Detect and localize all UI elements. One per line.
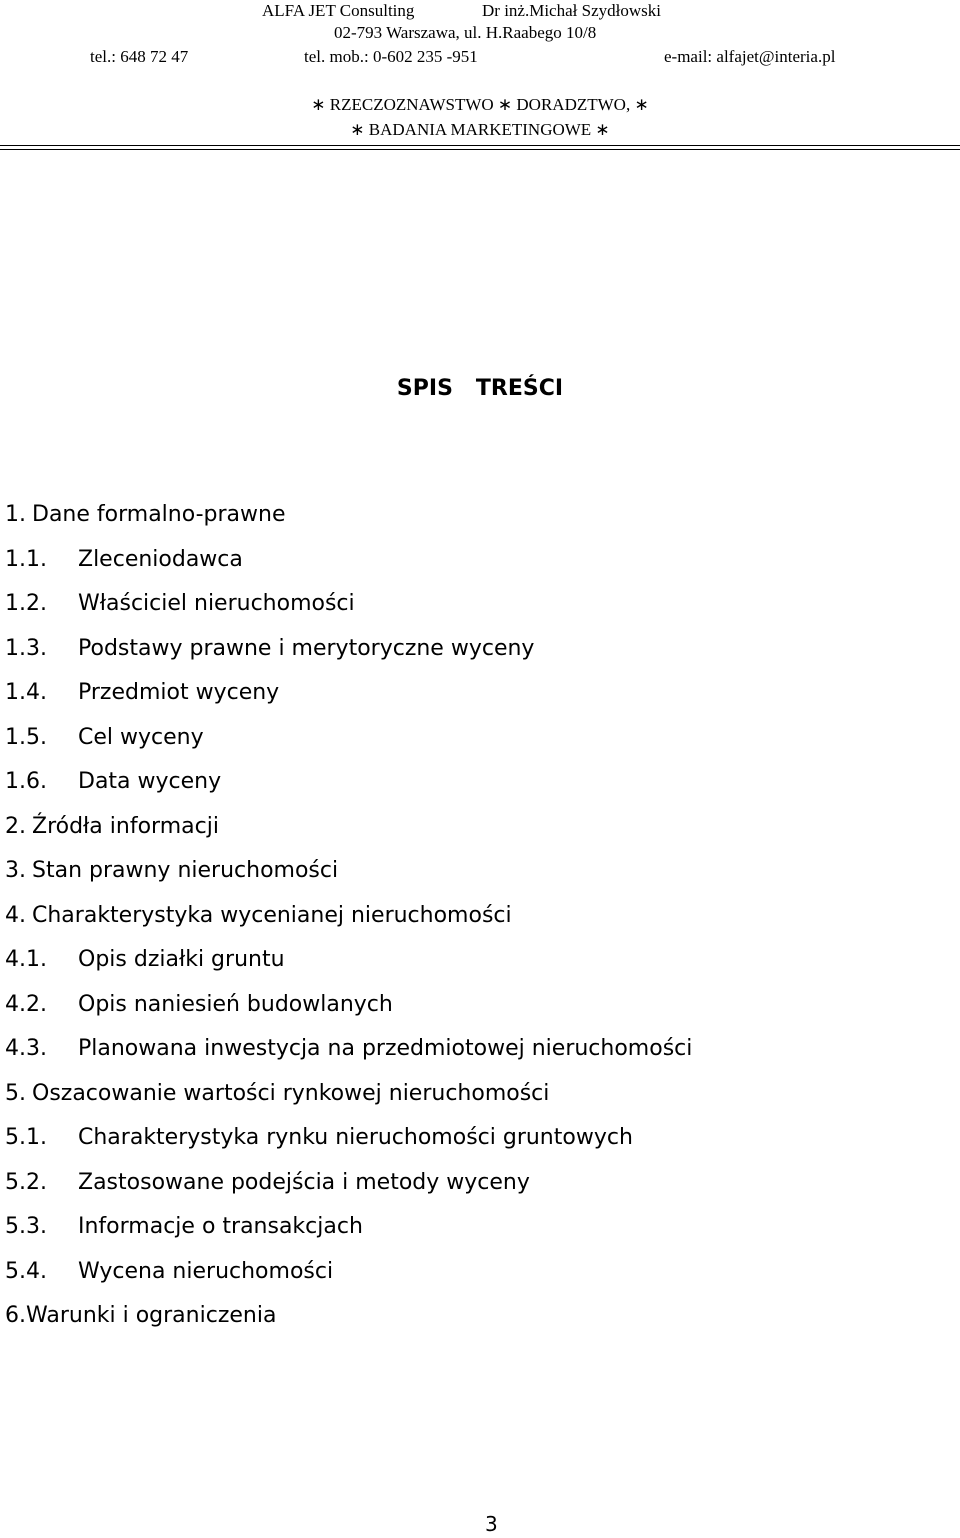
toc-entry — [5, 1077, 945, 1122]
toc-entry — [5, 854, 945, 899]
toc-entry-text: Właściciel nieruchomości — [78, 591, 355, 616]
toc-entry-number: 1.5. — [5, 724, 47, 750]
toc-entry — [5, 543, 945, 588]
toc-entry-text: Wycena nieruchomości — [78, 1258, 334, 1284]
person-name: Dr inż.Michał Szydłowski — [482, 1, 661, 20]
toc-entry-number: 6. — [5, 1303, 26, 1328]
toc-entry-text: Opis naniesień budowlanych — [78, 991, 393, 1017]
toc-entry-text: Informacje o transakcjach — [78, 1214, 363, 1239]
company-name: ALFA JET Consulting — [262, 1, 415, 20]
toc-entry — [5, 676, 945, 721]
toc-entry-number: 5.4. — [5, 1258, 47, 1284]
toc-entry — [5, 988, 945, 1033]
toc-entry-text: Dane formalno-prawne — [32, 502, 286, 527]
toc-entry-number: 4. — [5, 902, 26, 928]
mobile-number: tel. mob.: 0-602 235 -951 — [304, 47, 478, 66]
page-title: SPIS TREŚCI — [396, 376, 564, 401]
toc-entry — [5, 765, 945, 810]
toc-entry-number: 4.2. — [5, 991, 47, 1017]
toc-entry — [5, 899, 945, 944]
toc-entry-number: 5.3. — [5, 1214, 47, 1239]
toc-entry-number: 4.1. — [5, 947, 47, 972]
toc-entry-text: Stan prawny nieruchomości — [32, 858, 339, 883]
toc-entry-number: 2. — [5, 813, 26, 839]
toc-entry-number: 1.6. — [5, 769, 47, 794]
toc-entry-number: 1. — [5, 502, 26, 527]
toc-entry-number: 1.3. — [5, 635, 47, 661]
toc-entry-text: Przedmiot wyceny — [78, 680, 280, 705]
header-rule-thin — [0, 149, 960, 150]
toc-entry — [5, 721, 945, 766]
toc-entry-number: 1.4. — [5, 680, 47, 705]
toc-entry-number: 4.3. — [5, 1036, 47, 1061]
toc-entry-text: Planowana inwestycja na przedmiotowej nieruchomości — [78, 1036, 693, 1061]
toc-entry — [5, 1299, 945, 1344]
toc-entry — [5, 810, 945, 855]
toc-entry-text: Data wyceny — [78, 769, 222, 794]
toc-entry-number: 1.2. — [5, 591, 47, 616]
toc-entry — [5, 1032, 945, 1077]
table-of-contents — [5, 498, 945, 1344]
toc-entry — [5, 1255, 945, 1300]
toc-entry-text: Źródła informacji — [32, 813, 219, 839]
toc-entry-number: 5.1. — [5, 1125, 47, 1150]
toc-entry — [5, 943, 945, 988]
toc-entry-number: 5.2. — [5, 1169, 47, 1195]
toc-entry — [5, 1210, 945, 1255]
toc-entry-number: 5. — [5, 1080, 26, 1106]
toc-entry — [5, 1121, 945, 1166]
toc-entry — [5, 632, 945, 677]
toc-entry-number: 3. — [5, 858, 26, 883]
toc-entry-text: Warunki i ograniczenia — [26, 1303, 277, 1328]
toc-entry-number: 1.1. — [5, 546, 47, 572]
services-banner-line-2: ∗ BADANIA MARKETINGOWE ∗ — [350, 120, 610, 139]
toc-entry-text: Podstawy prawne i merytoryczne wyceny — [78, 635, 535, 661]
toc-entry-text: Oszacowanie wartości rynkowej nieruchomości — [32, 1080, 550, 1106]
toc-entry-text: Opis działki gruntu — [78, 947, 285, 972]
email-address: e-mail: alfajet@interia.pl — [664, 47, 836, 66]
toc-entry-text: Cel wyceny — [78, 724, 204, 750]
phone-number: tel.: 648 72 47 — [90, 47, 189, 66]
toc-entry — [5, 498, 945, 543]
company-address: 02-793 Warszawa, ul. H.Raabego 10/8 — [334, 23, 597, 42]
toc-entry-text: Charakterystyka wycenianej nieruchomości — [32, 902, 512, 928]
toc-entry — [5, 1166, 945, 1211]
services-banner-line-1: ∗ RZECZOZNAWSTWO ∗ DORADZTWO, ∗ — [311, 95, 649, 114]
toc-entry — [5, 587, 945, 632]
header-rule-thick — [0, 145, 960, 146]
toc-entry-text: Charakterystyka rynku nieruchomości gruntowych — [78, 1125, 633, 1150]
page-number: 3 — [485, 1512, 498, 1536]
toc-entry-text: Zastosowane podejścia i metody wyceny — [78, 1169, 530, 1195]
toc-entry-text: Zleceniodawca — [78, 546, 243, 572]
